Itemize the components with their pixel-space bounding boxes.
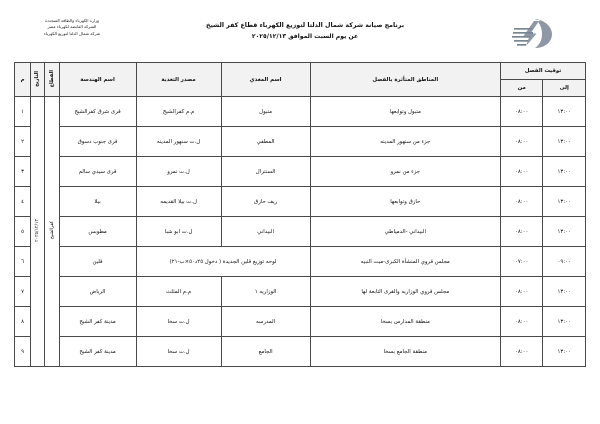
col-header-cut-time-group: توقيت الفصل bbox=[500, 63, 585, 80]
cell-time-to: ١٣:٠٠ bbox=[543, 217, 586, 247]
cell-row-number: ٨ bbox=[15, 307, 31, 337]
cell-feeder: ريف حازق bbox=[221, 187, 310, 217]
cell-time-from: ٠٨:٠٠ bbox=[500, 337, 543, 367]
document-header bbox=[8, 10, 592, 56]
col-header-sector-label: القطاع bbox=[48, 69, 55, 88]
cell-sector-merged bbox=[45, 97, 59, 367]
cell-row-number: ٤ bbox=[15, 187, 31, 217]
cell-engineering: قرى جنوب دسوق bbox=[59, 127, 136, 157]
cell-source: ل.ت سخا bbox=[136, 307, 221, 337]
cell-areas: منطقة الجامع بسخا bbox=[310, 337, 500, 367]
cell-feeder: البيداني bbox=[221, 217, 310, 247]
cell-time-from: ٠٨:٠٠ bbox=[500, 97, 543, 127]
cell-row-number: ٩ bbox=[15, 337, 31, 367]
schedule-table-wrapper bbox=[8, 62, 592, 367]
cell-time-to: ١٣:٠٠ bbox=[543, 97, 586, 127]
cell-feeder: الوزاريه ١ bbox=[221, 277, 310, 307]
table-row bbox=[15, 187, 586, 217]
table-row bbox=[15, 247, 586, 277]
cell-time-from: ٠٨:٠٠ bbox=[500, 157, 543, 187]
table-header-row-1 bbox=[15, 63, 586, 80]
table-row bbox=[15, 277, 586, 307]
col-header-engineering: اسم الهندسة bbox=[59, 63, 136, 97]
table-row bbox=[15, 217, 586, 247]
page-subtitle-date: عن يوم السبت الموافق ٢٠٢٥/١٢/١٣ bbox=[251, 32, 359, 40]
cell-time-from: ٠٨:٠٠ bbox=[500, 277, 543, 307]
cell-areas: البيداني -الدمياطي bbox=[310, 217, 500, 247]
cell-engineering: بيلا bbox=[59, 187, 136, 217]
cell-source: ل.ت سخا bbox=[136, 337, 221, 367]
cell-areas: مجلس قروي الوزاريه والقرى التابعة لها bbox=[310, 277, 500, 307]
cell-row-number: ٧ bbox=[15, 277, 31, 307]
table-row bbox=[15, 127, 586, 157]
table-body bbox=[15, 97, 586, 367]
page-title: برنامج صيانة شركة شمال الدلتا لتوزيع الكهرباء قطاع كفر الشيخ bbox=[205, 22, 405, 29]
cell-row-number: ٢ bbox=[15, 127, 31, 157]
cell-time-to: ٠٩:٠٠ bbox=[543, 247, 586, 277]
document-title-block bbox=[132, 14, 478, 42]
col-header-source: مصدر التغذية bbox=[136, 63, 221, 97]
cell-time-to: ١٣:٠٠ bbox=[543, 277, 586, 307]
cell-source: م.م المثلث bbox=[136, 277, 221, 307]
cell-source: ل.ت سنهور المدينه bbox=[136, 127, 221, 157]
col-header-num: م bbox=[15, 63, 31, 97]
cell-engineering: قرى شرق كفرالشيخ bbox=[59, 97, 136, 127]
table-row bbox=[15, 97, 586, 127]
cell-time-from: ٠٨:٠٠ bbox=[500, 187, 543, 217]
cell-time-from: ٠٨:٠٠ bbox=[500, 217, 543, 247]
cell-feeder: السنترال bbox=[221, 157, 310, 187]
north-delta-electricity-logo-icon bbox=[509, 16, 557, 50]
cell-date-merged bbox=[31, 97, 45, 367]
col-header-sector bbox=[45, 63, 59, 97]
cell-row-number: ١ bbox=[15, 97, 31, 127]
col-header-time-from: من bbox=[500, 80, 543, 97]
cell-feeder: المدرسه bbox=[221, 307, 310, 337]
col-header-areas: المناطق المتأثرة بالفصل bbox=[310, 63, 500, 97]
table-row bbox=[15, 157, 586, 187]
cell-feeder: الجامع bbox=[221, 337, 310, 367]
cell-feeder: المطفي bbox=[221, 127, 310, 157]
cell-row-number: ٣ bbox=[15, 157, 31, 187]
organization-block bbox=[12, 14, 132, 37]
cell-source: ل.ت بيلا القديمه bbox=[136, 187, 221, 217]
cell-time-to: ١٣:٠٠ bbox=[543, 157, 586, 187]
cell-engineering: الرياض bbox=[59, 277, 136, 307]
org-line-ministry: وزارة الكهرباء والطاقة المتجددة bbox=[44, 18, 100, 23]
cell-time-to: ١٣:٠٠ bbox=[543, 187, 586, 217]
cell-source: ل.ت ابو شبا bbox=[136, 217, 221, 247]
cell-row-number: ٦ bbox=[15, 247, 31, 277]
cell-date-value: ٢٠٢٥/١٢/١٣ bbox=[35, 219, 41, 242]
col-header-date-label: التاريخ bbox=[34, 70, 41, 87]
cell-source: لوحه توزيع قلين الجديدة ( دخول ٢٥د٥٠×ب-٢١) bbox=[136, 247, 310, 277]
maintenance-schedule-table bbox=[14, 62, 586, 367]
cell-time-to: ١٣:٠٠ bbox=[543, 127, 586, 157]
cell-engineering: مطوبس bbox=[59, 217, 136, 247]
cell-source: ل.ت نمرو bbox=[136, 157, 221, 187]
cell-areas: جزء من سنهور المدينه bbox=[310, 127, 500, 157]
table-row bbox=[15, 337, 586, 367]
cell-time-from: ٠٧:٠٠ bbox=[500, 247, 543, 277]
cell-source: م.م كفرالشيخ bbox=[136, 97, 221, 127]
cell-time-from: ٠٨:٠٠ bbox=[500, 127, 543, 157]
cell-engineering: مدينة كفر الشيخ bbox=[59, 337, 136, 367]
table-row bbox=[15, 307, 586, 337]
cell-areas: منطقة المدارس بسخا bbox=[310, 307, 500, 337]
cell-areas: متبول وتوابعها bbox=[310, 97, 500, 127]
cell-engineering: قرى سيدي سالم bbox=[59, 157, 136, 187]
col-header-time-to: إلى bbox=[543, 80, 586, 97]
cell-feeder: متبول bbox=[221, 97, 310, 127]
cell-engineering: مدينة كفر الشيخ bbox=[59, 307, 136, 337]
col-header-feeder: اسم المغذي bbox=[221, 63, 310, 97]
table-header bbox=[15, 63, 586, 97]
org-line-company: شركة شمال الدلتا لتوزيع الكهرباء bbox=[43, 30, 101, 36]
cell-time-to: ١٣:٠٠ bbox=[543, 337, 586, 367]
logo-block bbox=[478, 14, 588, 50]
col-header-date bbox=[31, 63, 45, 97]
cell-sector-value: كفرالشيخ bbox=[49, 221, 55, 240]
cell-areas: مجلس قروي المنشأة الكبرى-ميت النبيه bbox=[310, 247, 500, 277]
org-line-holding: الشركة القابضة لكهرباء مصر bbox=[47, 24, 97, 30]
cell-areas: جزء من نمرو bbox=[310, 157, 500, 187]
cell-time-from: ٠٨:٠٠ bbox=[500, 307, 543, 337]
cell-engineering: قلين bbox=[59, 247, 136, 277]
cell-row-number: ٥ bbox=[15, 217, 31, 247]
cell-time-to: ١٣:٠٠ bbox=[543, 307, 586, 337]
cell-areas: حازق وتوابعها bbox=[310, 187, 500, 217]
